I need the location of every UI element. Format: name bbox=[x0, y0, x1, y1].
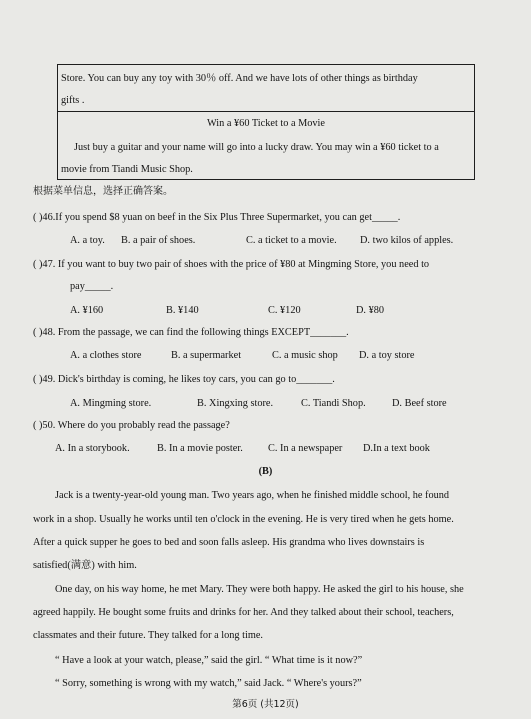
ad-box-music-shop bbox=[57, 112, 475, 180]
option-48-d[interactable]: D. a toy store bbox=[359, 350, 415, 361]
page-footer: 第6页 (共12页) bbox=[232, 699, 299, 710]
passage-line: work in a shop. Usually he works until ten o'clock in the evening. He is very tired when he gets home. bbox=[33, 514, 454, 525]
option-49-d[interactable]: D. Beef store bbox=[392, 398, 447, 409]
question-47-cont: pay_____. bbox=[70, 281, 114, 292]
option-46-a[interactable]: A. a toy. bbox=[70, 235, 105, 246]
option-49-c[interactable]: C. Tiandi Shop. bbox=[301, 398, 366, 409]
ad-line: Store. You can buy any toy with 30％ off. And we have lots of other things as birthday bbox=[61, 73, 418, 84]
question-47: ( )47. If you want to buy two pair of shoes with the price of ¥80 at Mingming Store, you need to bbox=[33, 259, 430, 270]
option-48-a[interactable]: A. a clothes store bbox=[70, 350, 142, 361]
instruction: 根据菜单信息，选择正确答案。 bbox=[33, 186, 173, 197]
ad-box-toy-store bbox=[57, 64, 475, 112]
question-48: ( )48. From the passage, we can find the following things EXCEPT_______. bbox=[33, 327, 349, 338]
option-49-a[interactable]: A. Mingming store. bbox=[70, 398, 152, 409]
option-50-c[interactable]: C. In a newspaper bbox=[268, 443, 343, 454]
ad-line: Just buy a guitar and your name will go into a lucky draw. You may win a ¥60 ticket to a bbox=[74, 142, 439, 153]
passage-line: One day, on his way home, he met Mary. They were both happy. He asked the girl to his house, she bbox=[55, 584, 464, 595]
option-46-c[interactable]: C. a ticket to a movie. bbox=[246, 235, 337, 246]
question-49: ( )49. Dick's birthday is coming, he likes toy cars, you can go to_______. bbox=[33, 374, 335, 385]
option-47-b[interactable]: B. ¥140 bbox=[166, 305, 199, 316]
passage-line: classmates and their future. They talked for a long time. bbox=[33, 630, 263, 641]
passage-line: Jack is a twenty-year-old young man. Two years ago, when he finished middle school, he found bbox=[55, 490, 450, 501]
option-50-b[interactable]: B. In a movie poster. bbox=[157, 443, 243, 454]
option-49-b[interactable]: B. Xingxing store. bbox=[197, 398, 274, 409]
question-50: ( )50. Where do you probably read the passage? bbox=[33, 420, 230, 431]
section-b-heading: (B) bbox=[258, 466, 273, 477]
passage-line: agreed happily. He bought some fruits and drinks for her. And they talked about their school, teachers, bbox=[33, 607, 454, 618]
option-46-b[interactable]: B. a pair of shoes. bbox=[121, 235, 196, 246]
ad-line: movie from Tiandi Music Shop. bbox=[61, 164, 193, 175]
passage-line: satisfied(满意) with him. bbox=[33, 560, 137, 571]
passage-line: After a quick supper he goes to bed and soon falls asleep. His grandma who lives downstairs is bbox=[33, 537, 425, 548]
ad-title: Win a ¥60 Ticket to a Movie bbox=[207, 118, 325, 129]
option-48-b[interactable]: B. a supermarket bbox=[171, 350, 242, 361]
option-50-d[interactable]: D.In a text book bbox=[363, 443, 430, 454]
option-47-d[interactable]: D. ¥80 bbox=[356, 305, 385, 316]
passage-line: “ Have a look at your watch, please,” said the girl. “ What time is it now?” bbox=[55, 655, 363, 666]
ad-line: gifts . bbox=[61, 95, 85, 106]
option-50-a[interactable]: A. In a storybook. bbox=[55, 443, 130, 454]
option-47-a[interactable]: A. ¥160 bbox=[70, 305, 104, 316]
option-48-c[interactable]: C. a music shop bbox=[272, 350, 338, 361]
question-46: ( )46.If you spend $8 yuan on beef in the Six Plus Three Supermarket, you can get_____. bbox=[33, 212, 401, 223]
passage-line: “ Sorry, something is wrong with my watch,” said Jack. “ Where's yours?” bbox=[55, 678, 362, 689]
option-46-d[interactable]: D. two kilos of apples. bbox=[360, 235, 454, 246]
option-47-c[interactable]: C. ¥120 bbox=[268, 305, 301, 316]
